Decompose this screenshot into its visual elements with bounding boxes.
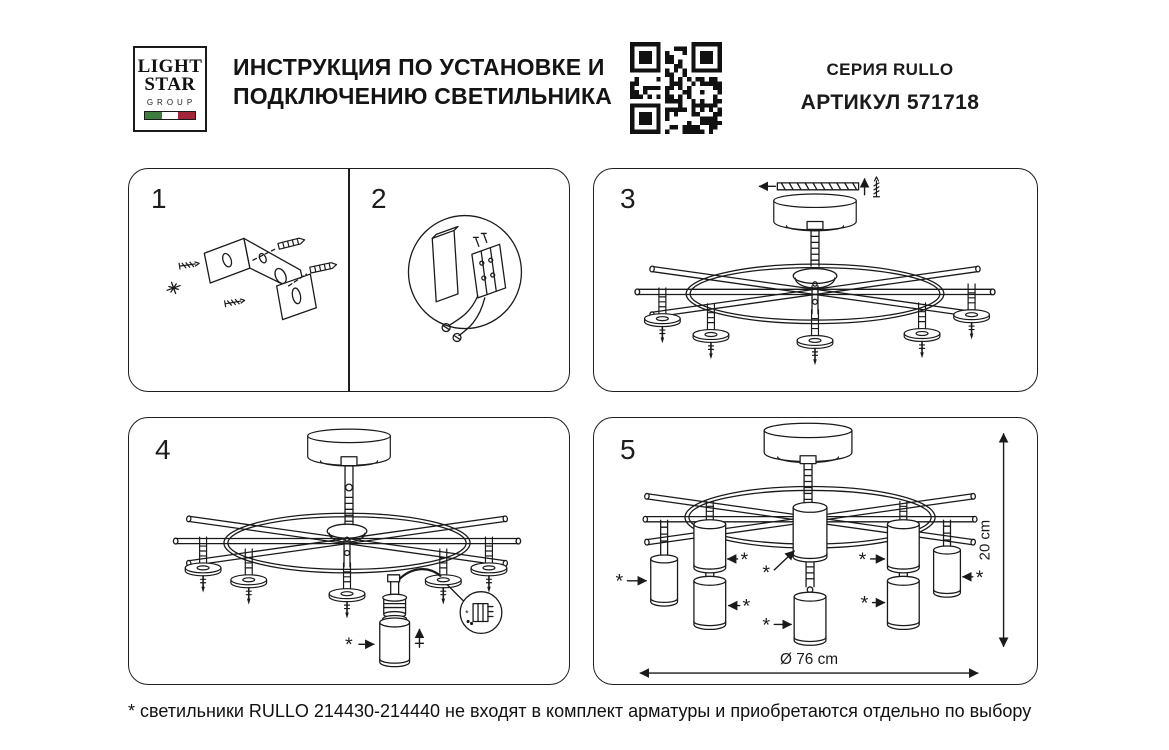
- asterisk-marker: *: [858, 548, 867, 571]
- mounting-bracket-drawing: [165, 237, 337, 320]
- panel-step-4: [128, 417, 570, 685]
- logo-italian-flag: [144, 111, 196, 120]
- asterisk-marker: *: [762, 561, 771, 584]
- asterisk-marker: *: [742, 595, 751, 618]
- frame-assembly-drawing: [594, 169, 1037, 391]
- wire: [449, 296, 478, 326]
- collar: [807, 222, 823, 230]
- asterisk-marker: *: [860, 592, 869, 615]
- step-number-3: 3: [620, 183, 636, 214]
- center-lamp-cylinder: [793, 502, 827, 562]
- asterisk-marker: *: [465, 608, 469, 619]
- footnote: * светильники RULLO 214430-214440 не входят в комплект арматуры и приобретаются отдельно по выбору: [128, 701, 1032, 721]
- lamp-stem: [706, 501, 713, 521]
- lamp-post: [185, 537, 221, 593]
- qr-code: [630, 42, 722, 134]
- lamp-cylinder: [934, 546, 961, 597]
- lamp-cylinder: [887, 576, 919, 629]
- hub: [327, 524, 367, 542]
- screw-icon: [225, 297, 246, 306]
- asterisk-marker: *: [345, 634, 353, 657]
- connector-detail: [447, 585, 502, 634]
- article-label: АРТИКУЛ 571718: [800, 91, 980, 114]
- panel-step-3: [593, 168, 1038, 392]
- asterisk-marker: *: [615, 570, 624, 593]
- flag-red: [178, 112, 195, 119]
- bracket-face-left: [204, 238, 250, 283]
- step-number-2: 2: [371, 183, 387, 214]
- product-info: [765, 60, 1015, 115]
- lamp-post: [645, 288, 681, 344]
- lamp-cylinder: [694, 520, 726, 573]
- hub: [793, 269, 837, 288]
- stem: [345, 466, 353, 528]
- collar: [341, 457, 357, 466]
- stem: [811, 229, 819, 266]
- lamp-post: [471, 537, 507, 593]
- dimension-horizontal: [640, 651, 977, 673]
- asterisk-marker: *: [975, 566, 984, 589]
- panel-divider: [348, 169, 350, 391]
- screw-icon: [873, 177, 879, 197]
- stem: [804, 464, 812, 504]
- panel-steps-1-2: [128, 168, 570, 392]
- finished-fixture-drawing: [594, 418, 1037, 684]
- ceiling-box: [432, 230, 458, 301]
- lamp-post-center: [797, 310, 833, 366]
- lamp-cylinder: [694, 576, 726, 629]
- dimension-vertical: [975, 434, 1004, 646]
- lamp-connection-drawing: [129, 418, 569, 684]
- title-line-1: ИНСТРУКЦИЯ ПО УСТАНОВКЕ И: [233, 54, 605, 80]
- lamp-post-center: [329, 563, 365, 619]
- detail-circle: [408, 216, 521, 329]
- flag-green: [145, 112, 162, 119]
- panel-step-5: [593, 417, 1038, 685]
- small-screw-icon: [165, 280, 182, 296]
- step-number-1: 1: [151, 183, 167, 214]
- series-label: СЕРИЯ RULLO: [826, 60, 954, 79]
- step-number-5: 5: [620, 434, 636, 465]
- asterisk-marker: *: [762, 614, 771, 637]
- terminal-block: [472, 244, 506, 298]
- logo-group-text: GROUP: [146, 98, 197, 107]
- diameter-dimension-label: Ø 76 cm: [779, 651, 839, 669]
- collar: [800, 456, 816, 464]
- lightstar-logo: [133, 46, 207, 132]
- lamp-cylinder: [887, 520, 919, 573]
- lamp-cylinder: [651, 555, 678, 606]
- wall-anchor-icon: [310, 262, 337, 273]
- wall-anchor-icon: [278, 237, 305, 249]
- logo-light-text: LIGHT: [137, 56, 203, 77]
- title-line-2: ПОДКЛЮЧЕНИЮ СВЕТИЛЬНИКА: [233, 83, 613, 109]
- height-dimension-label: 20 cm: [977, 519, 994, 561]
- hanging-lamp-cylinder: [794, 592, 826, 645]
- screw-icon: [179, 260, 199, 269]
- page-title: [233, 53, 633, 111]
- flag-white: [162, 112, 179, 119]
- logo-star-text: STAR: [144, 74, 196, 95]
- asterisk-marker: *: [740, 548, 749, 571]
- wiring-detail-drawing: [408, 216, 521, 342]
- step-number-4: 4: [155, 434, 171, 465]
- lamp-post: [954, 284, 990, 340]
